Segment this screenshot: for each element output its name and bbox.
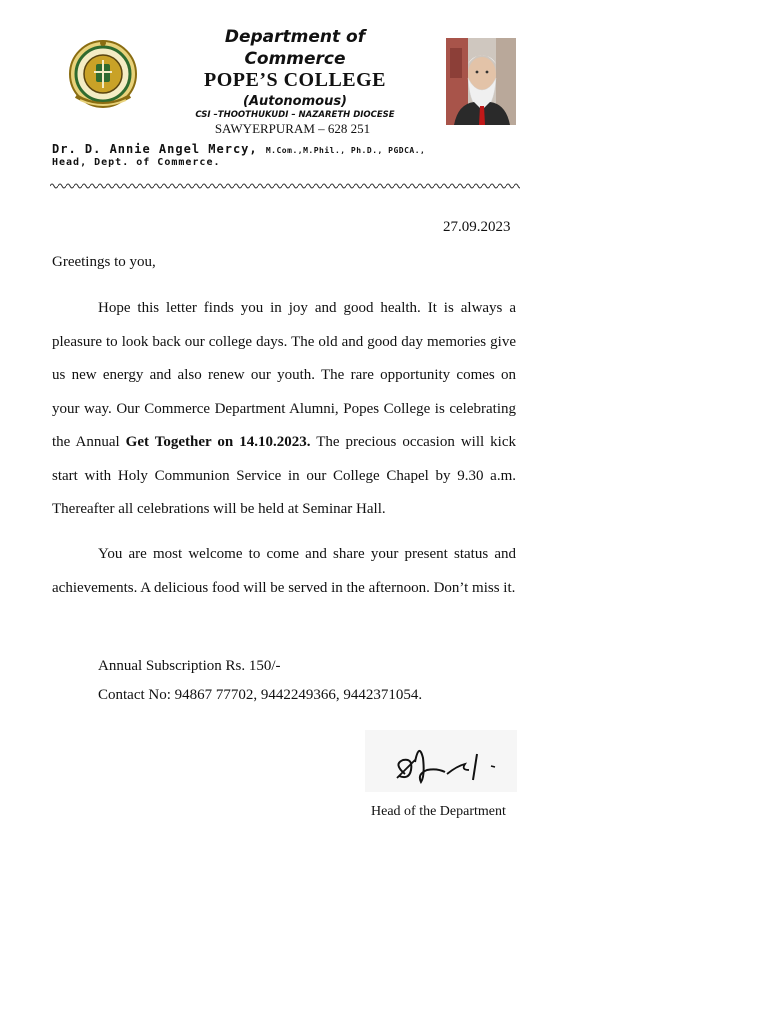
paragraph-invitation-text-a: Hope this letter finds you in joy and good health. It is always a pleasure to look back our college days. The old and good day memories give us new energy and also renew our youth. The rare opportunity comes on your way. Our Commerce Department Alumni, Popes College is celebrating the Annual bbox=[52, 300, 516, 450]
autonomous-label: (Autonomous) bbox=[243, 94, 347, 109]
paragraph-welcome: You are most welcome to come and share your present status and achievements. A delicious food will be served in the afternoon. Don’t miss it. bbox=[52, 546, 516, 596]
subscription-fee: Annual Subscription Rs. 150/- bbox=[98, 658, 281, 674]
paragraph-invitation bbox=[52, 292, 516, 527]
college-address: SAWYERPURAM – 628 251 bbox=[214, 121, 371, 136]
greeting: Greetings to you, bbox=[52, 254, 156, 270]
letter-date: 27.09.2023 bbox=[443, 219, 511, 235]
paragraph-invitation-text-b: The precious occasion will kick start with Holy Communion Service in our College Chapel by 9.30 a.m. Thereafter all celebrations will be held at Seminar Hall. bbox=[52, 434, 517, 517]
event-date-highlight: Get Together on 14.10.2023. bbox=[125, 434, 311, 450]
signature-image bbox=[365, 730, 517, 792]
founder-portrait bbox=[446, 38, 516, 125]
head-name-text: Dr. D. Annie Angel Mercy, bbox=[52, 142, 258, 156]
head-name bbox=[52, 142, 425, 156]
college-name: POPE’S COLLEGE bbox=[203, 69, 387, 91]
contact-numbers: Contact No: 94867 77702, 9442249366, 9442371054. bbox=[98, 687, 423, 703]
signatory-title: Head of the Department bbox=[371, 804, 506, 819]
decorative-divider bbox=[50, 182, 520, 190]
diocese-label: CSI –THOOTHUKUDI – NAZARETH DIOCESE bbox=[195, 110, 395, 120]
college-seal-icon bbox=[66, 38, 140, 112]
head-title: Head, Dept. of Commerce. bbox=[52, 157, 221, 168]
head-qualifications: M.Com.,M.Phil., Ph.D., PGDCA., bbox=[265, 146, 426, 155]
department-title: Department of Commerce bbox=[224, 27, 366, 69]
